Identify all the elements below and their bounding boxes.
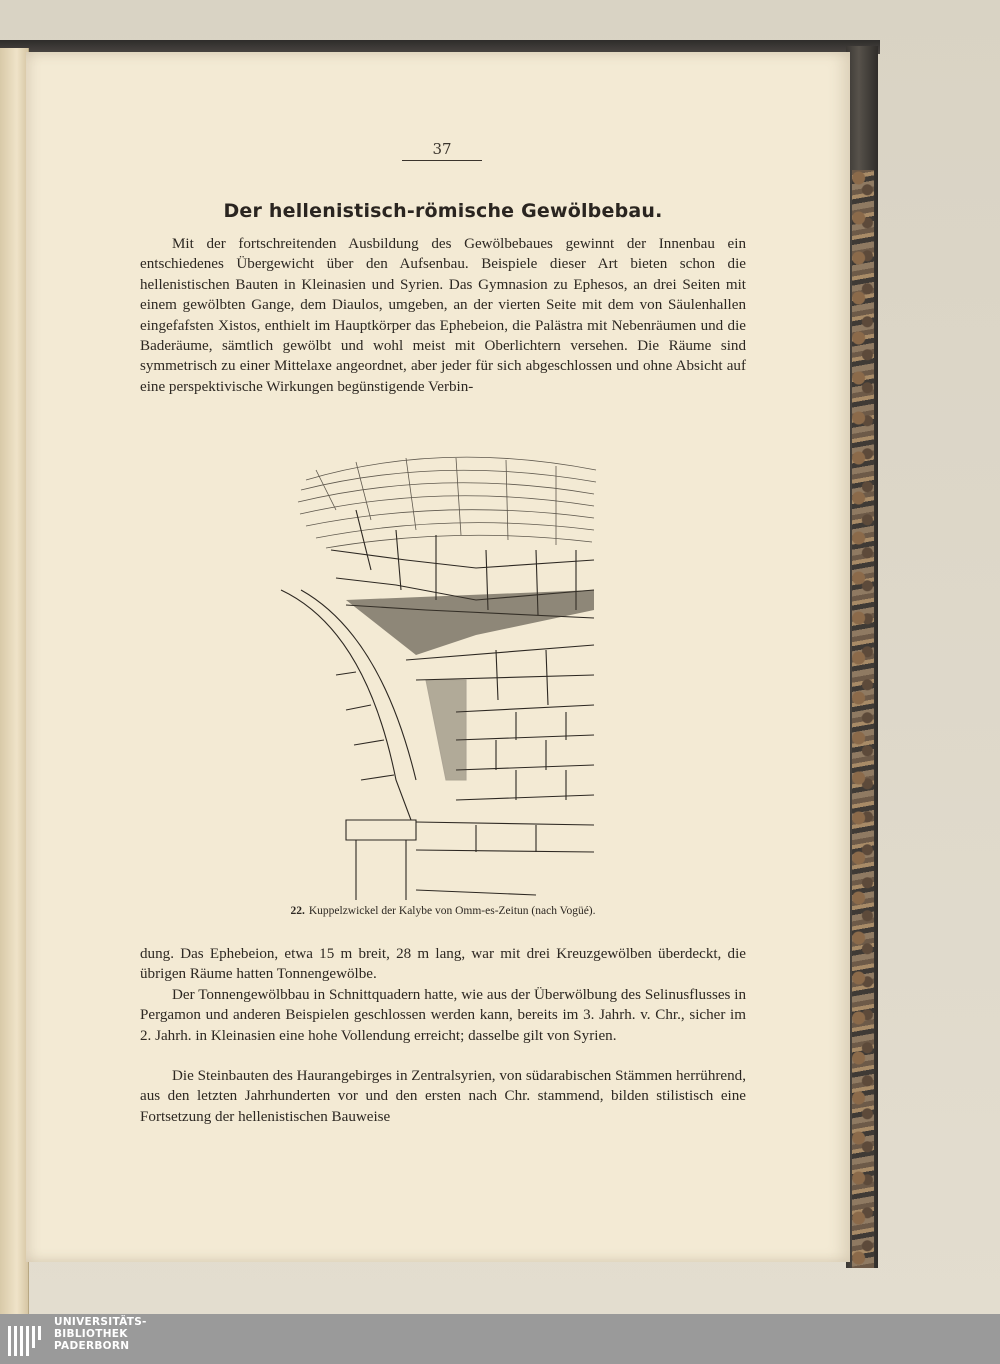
chapter-heading: Der hellenistisch-römische Gewölbebau. [223,200,663,222]
paragraph-1: Mit der fortschreitenden Ausbildung des Gewölbebaues gewinnt der Innenbau ein entschiedenes Übergewicht über den Aufsenbau. Beispiele dieser Art bieten schon die hellenistischen Bauten in Kleinasien und Syrien. Das Gymnasion zu Ephesos, an drei Seiten mit einem gewölbten Gange, dem Diaulos, umgeben, an der vierten Seite mit dem von Säulenhallen eingefafsten Xistos, enthielt im Hauptkörper das Ephebeion, die Palästra mit Nebenräumen und die Baderäume, sämtlich gewölbt und wohl meist mit Oberlichtern versehen. Die Räume sind symmetrisch zu einer Mittelaxe angeordnet, aber jeder für sich abgeschlossen und ohne Absicht auf eine perspektivische Wirkungen begünstigende Verbin- [140,236,746,395]
library-name [54,1316,254,1352]
left-page-edge [0,48,29,1318]
library-footer [0,1314,1000,1364]
library-name-line-2: BIBLIOTHEK [54,1328,128,1340]
library-name-line-3: PADERBORN [54,1340,130,1352]
pendentive-drawing [276,450,606,902]
figure-caption-text: Kuppelzwickel der Kalybe von Omm-es-Zeitun (nach Vogüé). [308,905,596,917]
page-number: 37 [402,140,482,161]
paragraph-3: Der Tonnengewölbbau in Schnittquadern hatte, wie aus der Überwölbung des Selinusflusses in Pergamon und anderen Beispielen geschlossen werden kann, bereits im 3. Jahrh. v. Chr., sicher im 2. Jahrh. in Kleinasien eine hohe Vollendung erreicht; dasselbe gilt von Syrien. [140,987,746,1044]
library-logo-icon [6,1324,46,1358]
marbled-endpaper [852,170,874,1268]
figure-caption [140,905,746,917]
figure-illustration [276,450,606,902]
figure-number: 22. [290,905,305,917]
library-name-line-1: UNIVERSITÄTS- [54,1316,147,1328]
paragraph-2: dung. Das Ephebeion, etwa 15 m breit, 28 m lang, war mit drei Kreuzgewölben überdeckt, die übrigen Räume hatten Tonnengewölbe. [140,946,746,983]
paragraph-4: Die Steinbauten des Haurangebirges in Zentralsyrien, von südarabischen Stämmen herrührend, aus den letzten Jahrhunderten vor und den ersten nach Chr. stammend, bilden stilistisch eine Fortsetzung der hellenistischen Bauweise [140,1068,746,1125]
